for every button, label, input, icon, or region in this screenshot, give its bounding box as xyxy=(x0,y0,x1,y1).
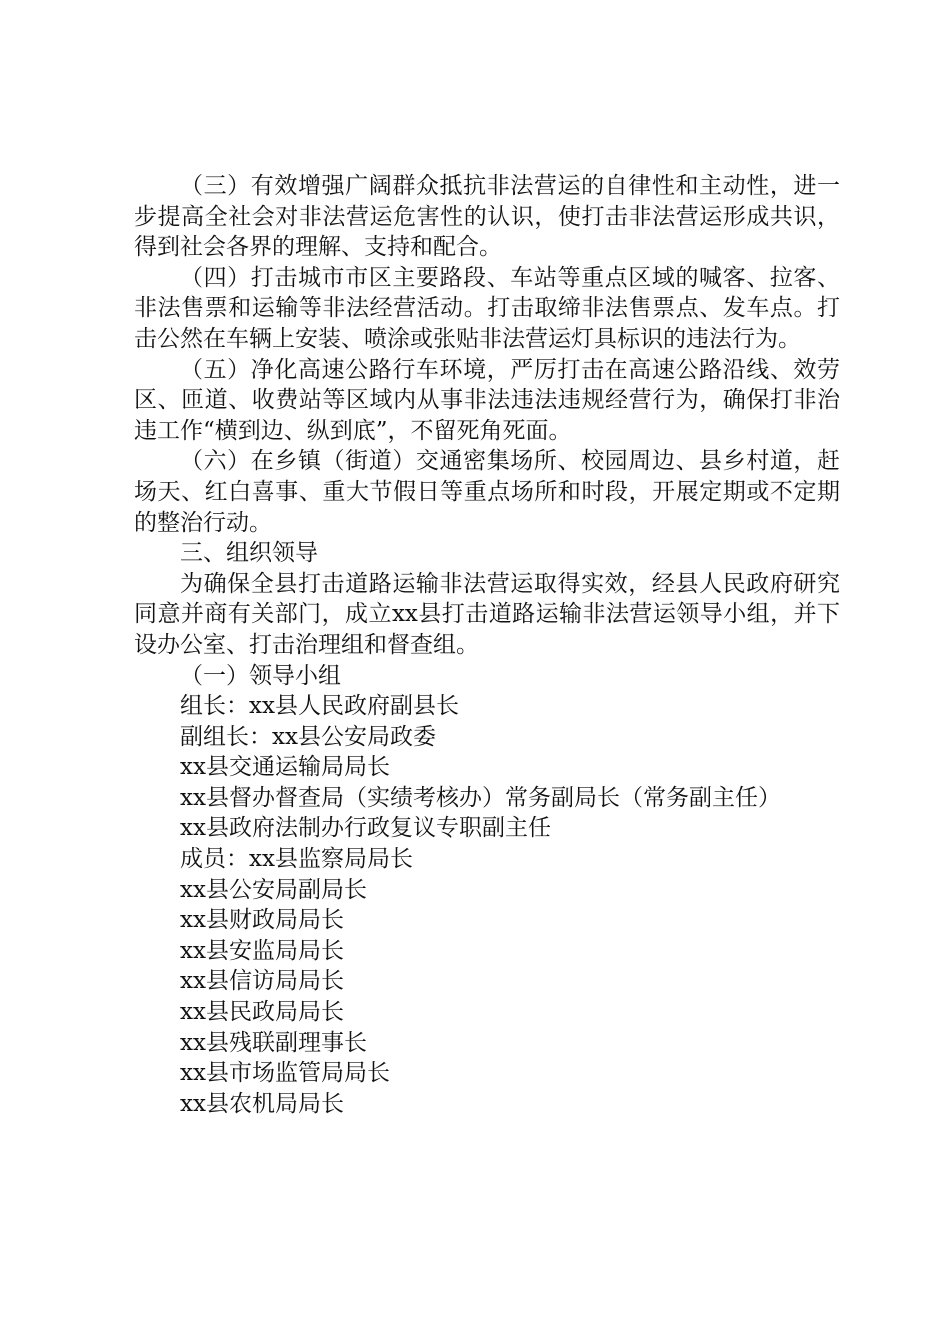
subsection-heading-leading-group: （一）领导小组 xyxy=(180,662,341,689)
document-page xyxy=(134,171,840,1119)
member-line-members-supervision: 成员：xx县监察局局长 xyxy=(180,846,413,873)
member-line-finance: xx县财政局局长 xyxy=(180,907,344,934)
paragraph-organization-intro: 为确保全县打击道路运输非法营运取得实效，经县人民政府研究同意并商有关部门，成立xx县打击道路运输非法营运领导小组，并下设办公室、打击治理组和督查组。 xyxy=(134,570,840,658)
member-line-market-supervision: xx县市场监管局局长 xyxy=(180,1060,390,1087)
member-line-public-security: xx县公安局副局长 xyxy=(180,876,367,903)
member-line-deputy-legal: xx县政府法制办行政复议专职副主任 xyxy=(180,815,551,842)
paragraph-liu: （六）在乡镇（街道）交通密集场所、校园周边、县乡村道，赶场天、红白喜事、重大节假日等重点场所和时段，开展定期或不定期的整治行动。 xyxy=(134,448,840,536)
paragraph-san: （三）有效增强广阔群众抵抗非法营运的自律性和主动性，进一步提高全社会对非法营运危害性的认识，使打击非法营运形成共识，得到社会各界的理解、支持和配合。 xyxy=(134,173,840,261)
section-heading-organization: 三、组织领导 xyxy=(180,540,318,567)
member-line-deputy-transport: xx县交通运输局局长 xyxy=(180,754,390,781)
member-line-deputy-leader: 副组长：xx县公安局政委 xyxy=(180,723,436,750)
member-line-deputy-supervision: xx县督办督查局（实绩考核办）常务副局长（常务副主任） xyxy=(180,784,781,811)
member-line-petition: xx县信访局局长 xyxy=(180,968,344,995)
member-line-disabled-federation: xx县残联副理事长 xyxy=(180,1029,367,1056)
member-line-leader: 组长：xx县人民政府副县长 xyxy=(180,693,459,720)
member-line-civil-affairs: xx县民政局局长 xyxy=(180,999,344,1026)
paragraph-wu: （五）净化高速公路行车环境，严厉打击在高速公路沿线、效劳区、匝道、收费站等区域内从事非法违法违规经营行为，确保打非治违工作“横到边、纵到底”，不留死角死面。 xyxy=(134,356,840,444)
member-line-safety: xx县安监局局长 xyxy=(180,937,344,964)
member-line-agricultural-machinery: xx县农机局局长 xyxy=(180,1090,344,1117)
paragraph-si: （四）打击城市市区主要路段、车站等重点区域的喊客、拉客、非法售票和运输等非法经营活动。打击取缔非法售票点、发车点。打击公然在车辆上安装、喷涂或张贴非法营运灯具标识的违法行为。 xyxy=(134,264,840,352)
